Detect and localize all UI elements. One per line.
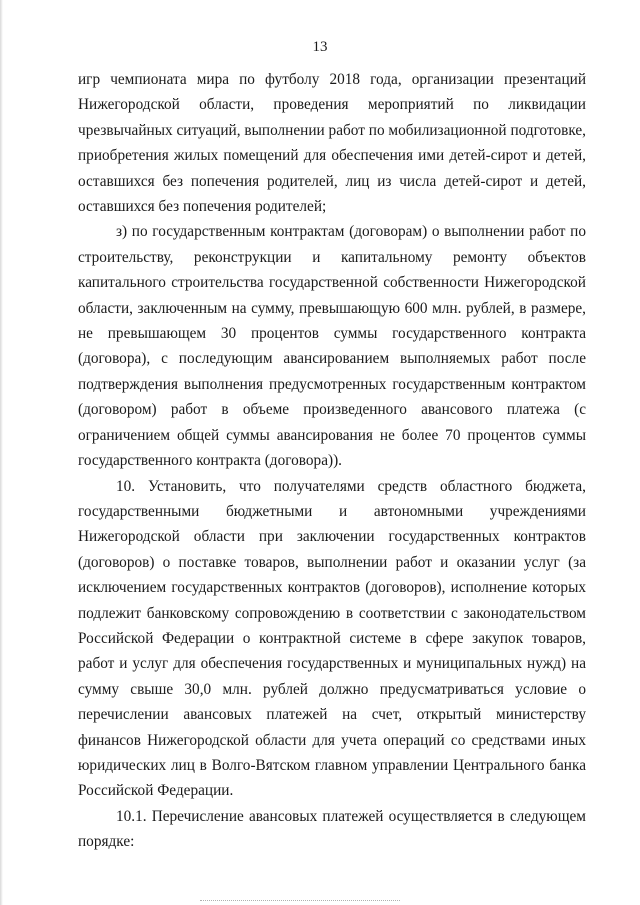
paragraph-continuation: игр чемпионата мира по футболу 2018 года, организации презентаций Нижегородской области, проведения мероприятий по ликвидации чрезвычайных ситуаций, выполнении работ по мобилизационной подготовке, приобретения жилых помещений для обеспечения ими детей-сирот и детей, оставшихся без попечения родителей, лиц из числа детей-сирот и детей, оставшихся без попечения родителей; — [78, 71, 586, 216]
scan-edge-shadow — [0, 0, 3, 905]
paragraph-clause-10-1: 10.1. Перечисление авансовых платежей осуществляется в следующем порядке: — [78, 807, 586, 851]
page-number: 13 — [312, 39, 328, 55]
paragraph-clause-10: 10. Установить, что получателями средств областного бюджета, государственными бюджетными и автономными учреждениями Нижегородской области при заключении государственных контрактов (договоров) о поставке товаров, выполнении работ и оказании услуг (за исключением государственных контрактов (договоров), исполнение которых подлежит банковскому сопровождению в соответствии с законодательством Российской Федерации о контрактной системе в сфере закупок товаров, работ и услуг для обеспечения государственных и муниципальных нужд) на сумму свыше 30,0 млн. рублей должно предусматриваться условие о перечислении авансовых платежей на счет, открытый министерству финансов Нижегородской области для учета операций со средствами иных юридических лиц в Волго-Вятском главном управлении Центрального банка Российской Федерации. — [78, 477, 586, 800]
document-body — [78, 67, 586, 855]
scan-bottom-artifact — [200, 900, 400, 902]
paragraph-item-z: з) по государственным контрактам (договорам) о выполнении работ по строительству, реконструкции и капитальному ремонту объектов капитального строительства государственной собственности Нижегородской области, заключенным на сумму, превышающую 600 млн. рублей, в размере, не превышающем 30 процентов суммы государственного контракта (договора), с последующим авансированием выполняемых работ после подтверждения выполнения предусмотренных государственным контрактом (договором) работ в объеме произведенного авансового платежа (с ограничением общей суммы авансирования не более 70 процентов суммы государственного контракта (договора)). — [78, 223, 586, 470]
